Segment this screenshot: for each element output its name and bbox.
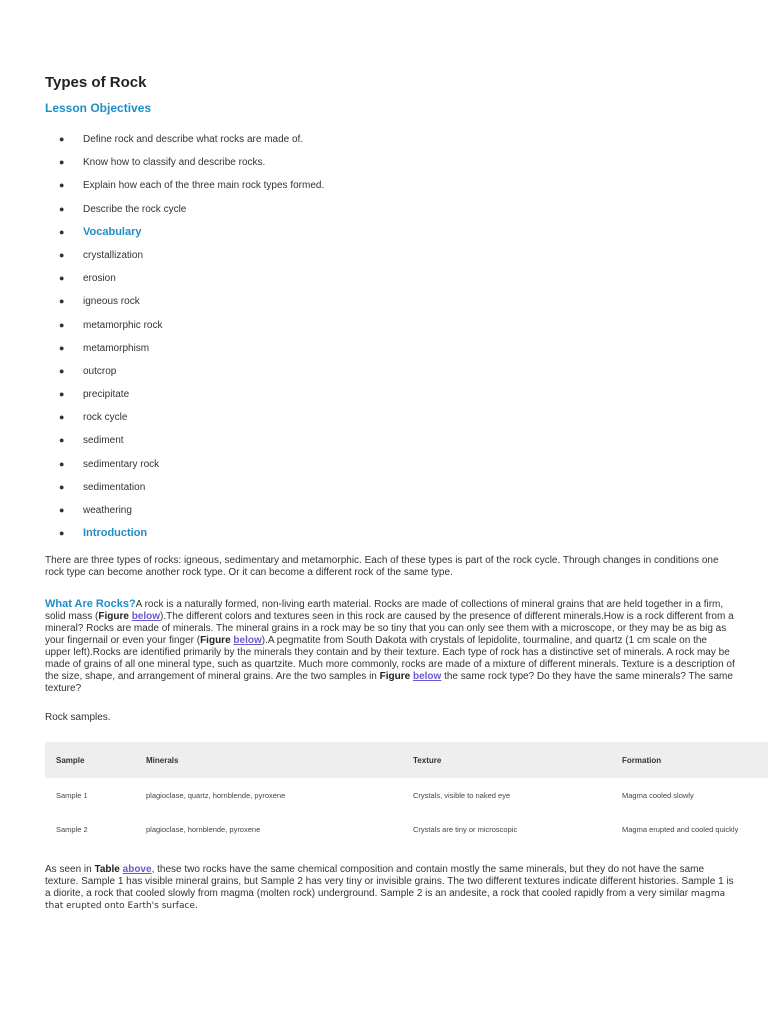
vocab-item: ● weathering	[45, 499, 324, 522]
page-title: Types of Rock	[45, 74, 147, 91]
table-cell: Sample 1	[56, 790, 88, 800]
bullet-icon: ●	[59, 412, 65, 423]
bullet-icon: ●	[59, 249, 65, 260]
list-item: ● Describe the rock cycle	[45, 198, 324, 221]
objectives-list	[45, 128, 324, 545]
vocab-item: ● metamorphism	[45, 337, 324, 360]
table-header-row	[45, 742, 768, 778]
table-cell: Crystals, visible to naked eye	[413, 790, 511, 800]
rock-samples-table	[45, 742, 768, 846]
list-item: ● Define rock and describe what rocks are made of.	[45, 128, 324, 151]
bullet-icon: ●	[59, 226, 65, 237]
figure-below-link[interactable]: below	[131, 611, 161, 622]
bullet-icon: ●	[59, 528, 65, 539]
vocab-item: ● sedimentation	[45, 476, 324, 499]
table-caption: Rock samples.	[45, 712, 111, 723]
column-header: Minerals	[135, 742, 402, 778]
bullet-icon: ●	[59, 296, 65, 307]
vocabulary-heading: ● Vocabulary	[45, 221, 324, 244]
closing-paragraph: As seen in Table above, these two rocks have the same chemical composition and contain mostly the same minerals, but they do not have the same texture. Sample 1 has visible mineral grains, but Sample 2 has very tiny or invisible grains. The two different textures indicate different histories. Sample 1 is a diorite, a rock that cooled slowly from magma (molten rock) underground. Sample 2 is an andesite, a rock that cooled rapidly from a very similar magma that erupted onto Earth's surface.	[45, 864, 734, 911]
bullet-icon: ●	[59, 319, 65, 330]
bullet-icon: ●	[59, 481, 65, 492]
what-are-rocks-heading: What Are Rocks?	[45, 598, 136, 610]
vocab-item: ● rock cycle	[45, 406, 324, 429]
vocab-item: ● sediment	[45, 429, 324, 452]
table-row	[45, 778, 768, 812]
bullet-icon: ●	[59, 342, 65, 353]
vocab-item: ● metamorphic rock	[45, 314, 324, 337]
intro-paragraph: There are three types of rocks: igneous, sedimentary and metamorphic. Each of these types is part of the rock cycle. Through changes in conditions one rock type can become another rock type. Or it can become a different rock of the same type.	[45, 555, 719, 578]
table-above-link[interactable]: above	[122, 864, 152, 875]
vocab-item: ● igneous rock	[45, 290, 324, 313]
bullet-icon: ●	[59, 365, 65, 376]
column-header: Formation	[611, 742, 768, 778]
bullet-icon: ●	[59, 180, 65, 191]
vocab-item: ● precipitate	[45, 383, 324, 406]
table-row	[45, 812, 768, 846]
vocab-item: ● outcrop	[45, 360, 324, 383]
bullet-icon: ●	[59, 435, 65, 446]
figure-below-link[interactable]: below	[412, 671, 442, 682]
vocab-item: ● sedimentary rock	[45, 453, 324, 476]
table-cell: Crystals are tiny or microscopic	[413, 824, 518, 834]
bullet-icon: ●	[59, 273, 65, 284]
introduction-heading: ● Introduction	[45, 522, 324, 545]
figure-below-link[interactable]: below	[233, 635, 262, 646]
bullet-icon: ●	[59, 157, 65, 168]
bullet-icon: ●	[59, 458, 65, 469]
table-cell: plagioclase, quartz, hornblende, pyroxene	[146, 790, 286, 800]
column-header: Sample	[45, 742, 135, 778]
list-item: ● Explain how each of the three main rock types formed.	[45, 174, 324, 197]
list-item: ● Know how to classify and describe rocks.	[45, 151, 324, 174]
vocab-item: ● crystallization	[45, 244, 324, 267]
what-are-rocks-paragraph: What Are Rocks?A rock is a naturally formed, non-living earth material. Rocks are made of collections of mineral grains that are held together in a firm, solid mass (Figure below).The different colors and textures seen in this rock are caused by the presence of different minerals.How is a rock different from a mineral? Rocks are made of minerals. The mineral grains in a rock may be so tiny that you can only see them with a microscope, or they may be as big as your fingernail or even your finger (Figure below).A pegmatite from South Dakota with crystals of lepidolite, tourmaline, and quartz (1 cm scale on the upper left).Rocks are identified primarily by the minerals they contain and by their texture. Each type of rock has a distinctive set of minerals. A rock may be made of grains of all one mineral type, such as quartzite. Much more commonly, rocks are made of a mixture of different minerals. Texture is a description of the size, shape, and arrangement of mineral grains. Are the two samples in Figure below the same rock type? Do they have the same minerals? The same texture?	[45, 598, 735, 694]
vocab-item: ● erosion	[45, 267, 324, 290]
table-cell: Sample 2	[56, 824, 88, 834]
bullet-icon: ●	[59, 134, 65, 144]
bullet-icon: ●	[59, 389, 65, 400]
table-cell: Magma cooled slowly	[622, 790, 694, 800]
table-cell: Magma erupted and cooled quickly	[622, 824, 739, 834]
bullet-icon: ●	[59, 203, 65, 214]
lesson-objectives-heading: Lesson Objectives	[45, 101, 152, 115]
column-header: Texture	[402, 742, 611, 778]
bullet-icon: ●	[59, 505, 65, 515]
table-cell: plagioclase, hornblende, pyroxene	[146, 824, 261, 834]
